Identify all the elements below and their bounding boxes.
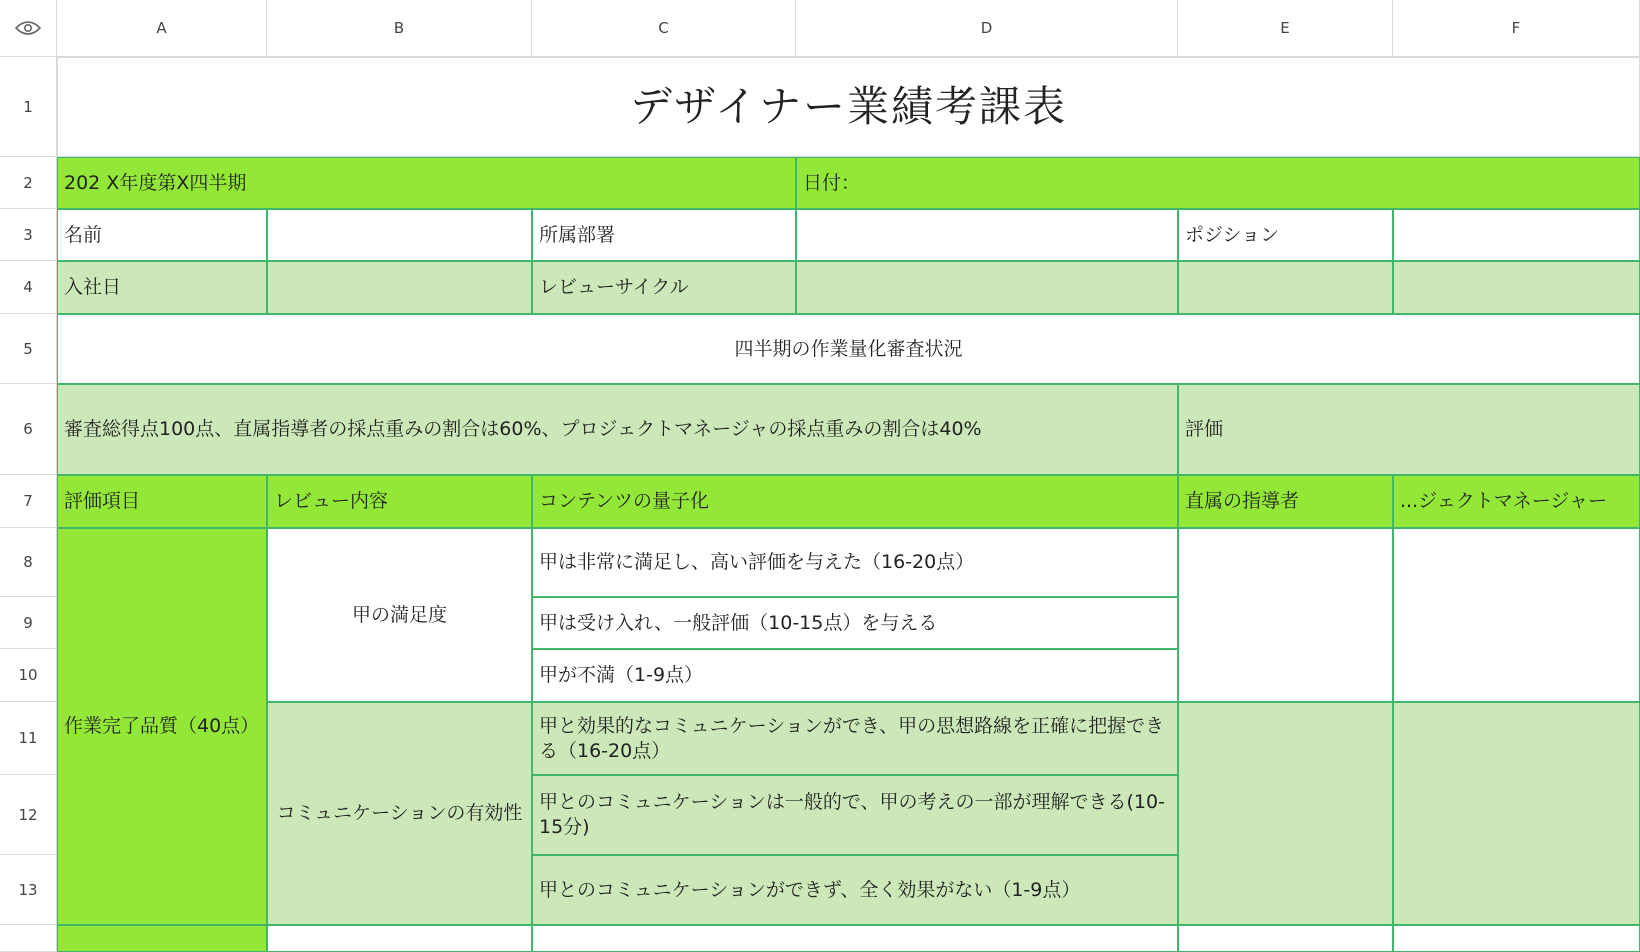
category-cell[interactable]: 作業完了品質（40点） [57, 528, 267, 925]
scoring-note-cell[interactable]: 審査総得点100点、直属指導者の採点重みの割合は60%、プロジェクトマネージャの採点重みの割合は40% [57, 384, 1178, 475]
header-pm-cell[interactable]: ...ジェクトマネージャー [1393, 475, 1640, 528]
review-cycle-value-cell[interactable] [796, 261, 1178, 314]
row14-b-cell[interactable] [267, 925, 532, 952]
dept-value-cell[interactable] [796, 209, 1178, 261]
join-date-value-cell[interactable] [267, 261, 532, 314]
date-cell[interactable]: 日付： [796, 157, 1640, 209]
header-supervisor-cell[interactable]: 直属の指導者 [1178, 475, 1393, 528]
view-toggle[interactable] [0, 0, 57, 57]
dept-label-cell[interactable]: 所属部署 [532, 209, 796, 261]
column-header-b[interactable]: B [267, 0, 532, 57]
quant-row-10[interactable]: 甲が不満（1-9点） [532, 649, 1178, 702]
quant-row-9[interactable]: 甲は受け入れ、一般評価（10-15点）を与える [532, 597, 1178, 649]
row-header-10[interactable]: 10 [0, 649, 57, 702]
row-header-1[interactable]: 1 [0, 57, 57, 157]
row-header-2[interactable]: 2 [0, 157, 57, 209]
row-header-7[interactable]: 7 [0, 475, 57, 528]
row-header-3[interactable]: 3 [0, 209, 57, 261]
row4-f-cell[interactable] [1393, 261, 1640, 314]
header-item-cell[interactable]: 評価項目 [57, 475, 267, 528]
quant-row-8[interactable]: 甲は非常に満足し、高い評価を与えた（16-20点） [532, 528, 1178, 597]
column-header-a[interactable]: A [57, 0, 267, 57]
supervisor-score-2[interactable] [1178, 702, 1393, 925]
pm-score-2[interactable] [1393, 702, 1640, 925]
row14-f-cell[interactable] [1393, 925, 1640, 952]
row14-a-cell[interactable] [57, 925, 267, 952]
name-value-cell[interactable] [267, 209, 532, 261]
row-header-13[interactable]: 13 [0, 855, 57, 925]
row-header-5[interactable]: 5 [0, 314, 57, 384]
quant-row-12[interactable]: 甲とのコミュニケーションは一般的で、甲の考えの一部が理解できる(10-15分) [532, 775, 1178, 855]
quant-row-11[interactable]: 甲と効果的なコミュニケーションができ、甲の思想路線を正確に把握できる（16-20点） [532, 702, 1178, 775]
supervisor-score-1[interactable] [1178, 528, 1393, 702]
row-header-12[interactable]: 12 [0, 775, 57, 855]
row-header-14[interactable] [0, 925, 57, 952]
review-cycle-label-cell[interactable]: レビューサイクル [532, 261, 796, 314]
review-communication-cell[interactable]: コミュニケーションの有効性 [267, 702, 532, 925]
header-review-cell[interactable]: レビュー内容 [267, 475, 532, 528]
name-label-cell[interactable]: 名前 [57, 209, 267, 261]
pm-score-1[interactable] [1393, 528, 1640, 702]
section-title-cell[interactable]: 四半期の作業量化審査状況 [57, 314, 1640, 384]
period-cell[interactable]: 202 X年度第X四半期 [57, 157, 796, 209]
row-header-11[interactable]: 11 [0, 702, 57, 775]
column-header-f[interactable]: F [1393, 0, 1640, 57]
position-value-cell[interactable] [1393, 209, 1640, 261]
row-header-8[interactable]: 8 [0, 528, 57, 597]
position-label-cell[interactable]: ポジション [1178, 209, 1393, 261]
column-header-c[interactable]: C [532, 0, 796, 57]
review-satisfaction-cell[interactable]: 甲の満足度 [267, 528, 532, 702]
quant-row-13[interactable]: 甲とのコミュニケーションができず、全く効果がない（1-9点） [532, 855, 1178, 925]
row-header-4[interactable]: 4 [0, 261, 57, 314]
join-date-label-cell[interactable]: 入社日 [57, 261, 267, 314]
evaluation-label-cell[interactable]: 評価 [1178, 384, 1640, 475]
sheet-title[interactable]: デザイナー業績考課表 [57, 57, 1640, 157]
row14-c-cell[interactable] [532, 925, 1178, 952]
row4-e-cell[interactable] [1178, 261, 1393, 314]
column-header-e[interactable]: E [1178, 0, 1393, 57]
row-header-9[interactable]: 9 [0, 597, 57, 649]
header-quant-cell[interactable]: コンテンツの量子化 [532, 475, 1178, 528]
row-header-6[interactable]: 6 [0, 384, 57, 475]
column-header-d[interactable]: D [796, 0, 1178, 57]
row14-e-cell[interactable] [1178, 925, 1393, 952]
eye-icon [15, 20, 41, 36]
